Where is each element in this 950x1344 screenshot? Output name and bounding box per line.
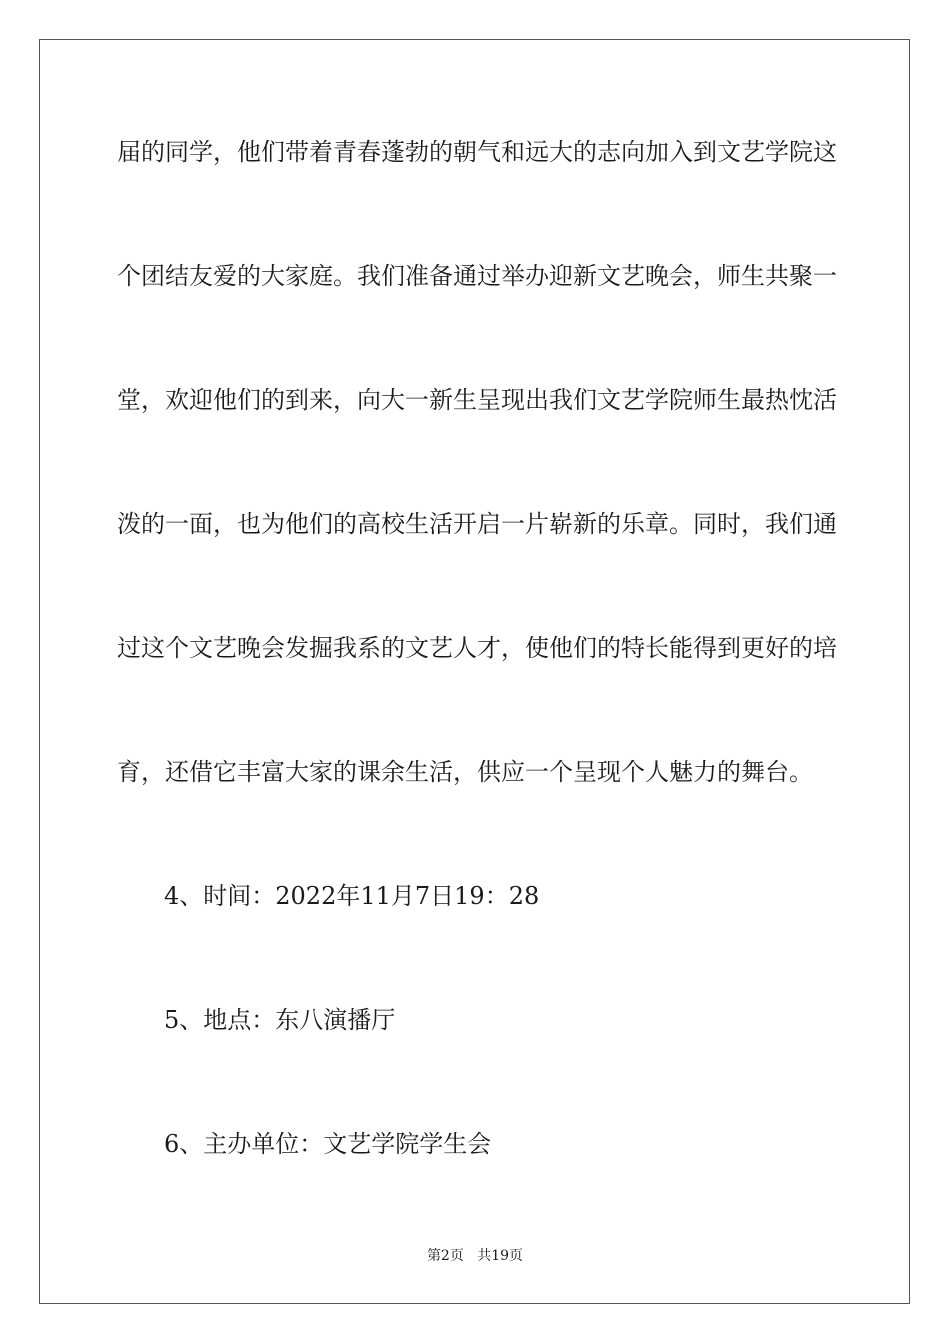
list-item-time: 4、时间：2022年11月7日19：28 <box>164 882 540 910</box>
paragraph-line: 泼的一面，也为他们的高校生活开启一片崭新的乐章。同时，我们通 <box>117 510 837 538</box>
page-footer <box>0 1246 950 1266</box>
paragraph-line: 堂，欢迎他们的到来，向大一新生呈现出我们文艺学院师生最热忱活 <box>117 386 837 414</box>
list-item-location: 5、地点：东八演播厅 <box>164 1006 396 1034</box>
page-border <box>39 39 910 1304</box>
list-item-organizer: 6、主办单位：文艺学院学生会 <box>164 1130 492 1158</box>
paragraph-line: 个团结友爱的大家庭。我们准备通过举办迎新文艺晚会，师生共聚一 <box>117 262 837 290</box>
paragraph-line: 过这个文艺晚会发掘我系的文艺人才，使他们的特长能得到更好的培 <box>117 634 837 662</box>
page-number: 第2页 <box>426 1248 464 1264</box>
paragraph-line: 育，还借它丰富大家的课余生活，供应一个呈现个人魅力的舞台。 <box>117 758 813 786</box>
page-total: 共19页 <box>477 1248 524 1264</box>
paragraph-line: 届的同学，他们带着青春蓬勃的朝气和远大的志向加入到文艺学院这 <box>117 138 837 166</box>
